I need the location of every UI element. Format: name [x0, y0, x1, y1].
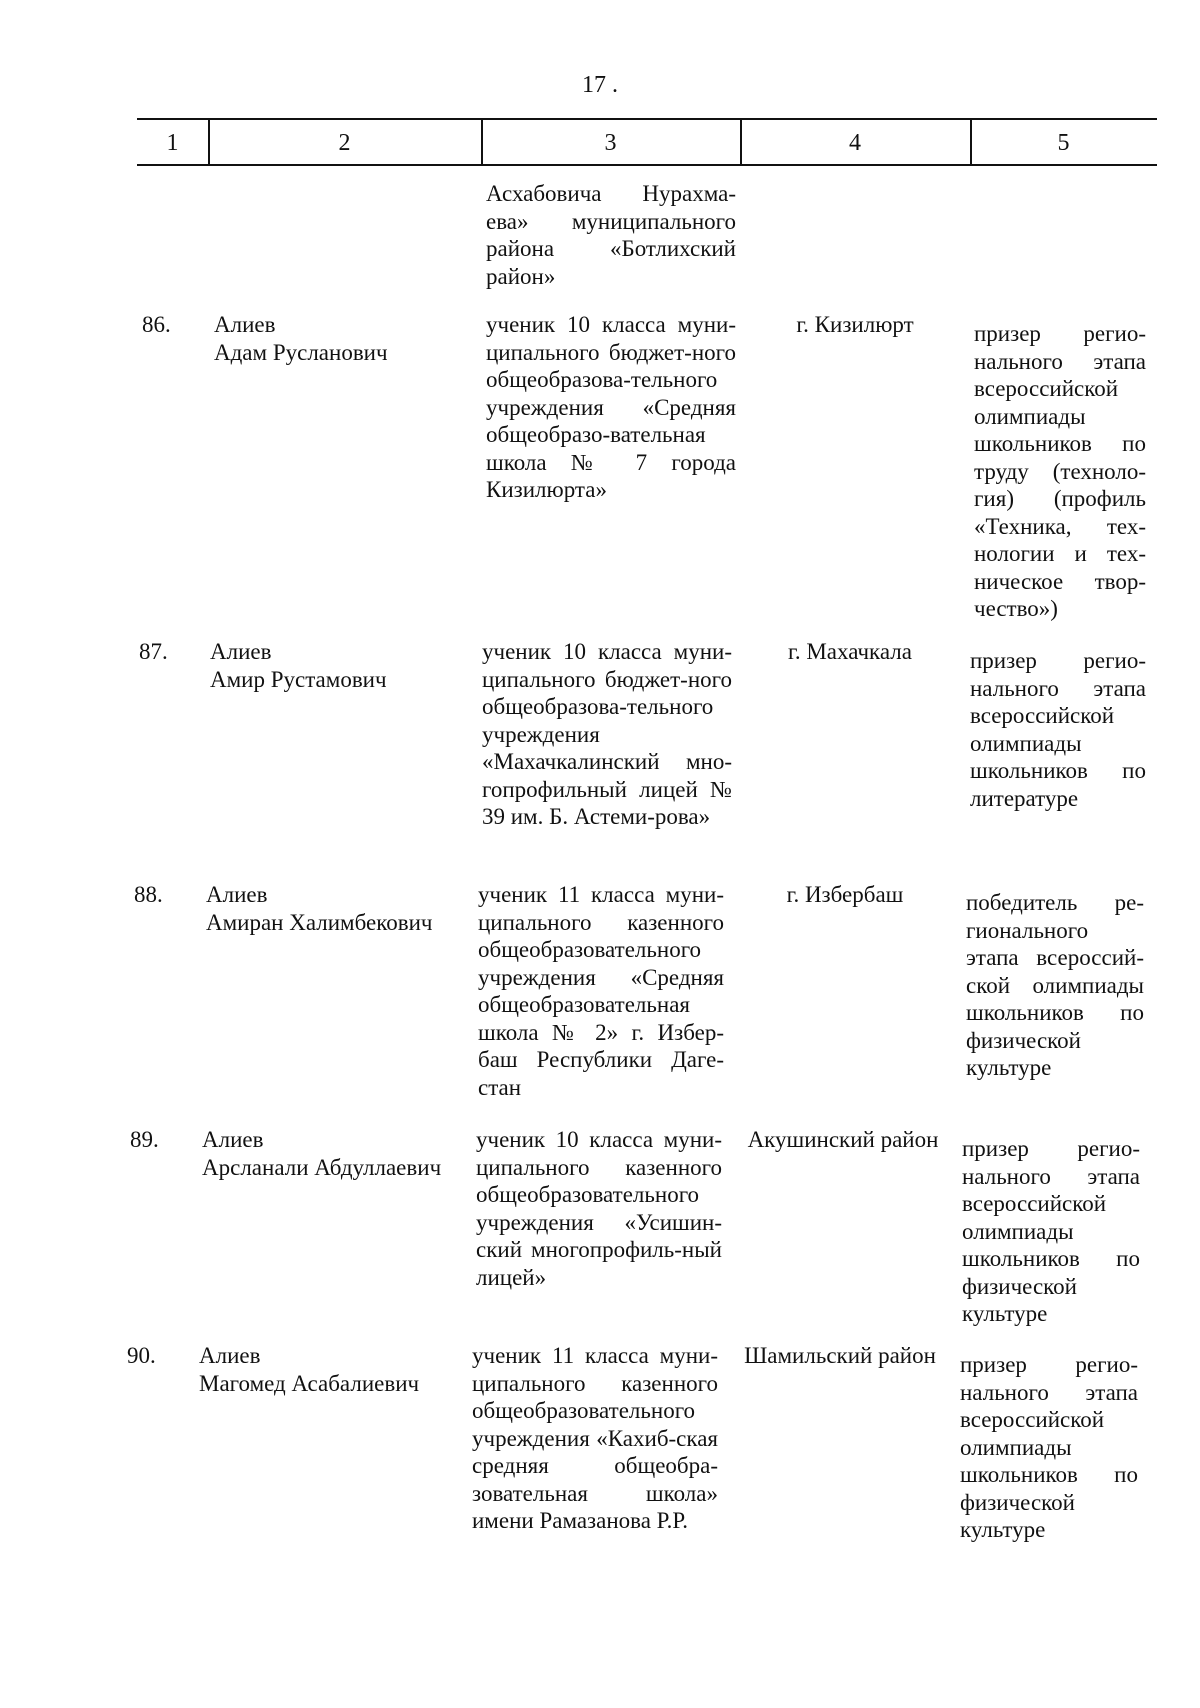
achievement-cell: призер регио-нального этапа всероссийской олимпиады школьников по труду (техноло-гия) (профиль «Техника, тех-нологии и тех-ническое твор-чество») [974, 321, 1146, 621]
page-number: 17 . [582, 72, 618, 98]
achievement-cell: призер регио-нального этапа всероссийской олимпиады школьников по литературе [970, 648, 1146, 811]
header-col-5: 5 [1057, 130, 1070, 156]
institution-cell: ученик 10 класса муни-ципального бюджет-ного общеобразова-тельного учреждения «Махачкалинский мно-гопрофильный лицей № 39 им. Б. Астеми-рова» [482, 639, 732, 829]
institution-cell: ученик 11 класса муни-ципального казенного общеобразовательного учреждения «Средняя общеобразовательная школа № 2» г. Избер-баш Республики Даге-стан [478, 882, 724, 1100]
student-name: Алиев Амир Рустамович [210, 639, 387, 692]
student-name: Алиев Амиран Халимбекович [206, 882, 433, 935]
institution-cell: ученик 10 класса муни-ципального казенного общеобразовательного учреждения «Усишин-ский многопрофиль-ный лицей» [476, 1127, 722, 1290]
table-header [137, 118, 1157, 166]
institution-cell: ученик 10 класса муни-ципального бюджет-ного общеобразова-тельного учреждения «Средняя общеобразо-вательная школа № 7 города Кизилюрта» [486, 312, 736, 502]
header-col-3: 3 [604, 130, 617, 156]
location-cell: г. Махачкала [788, 639, 912, 664]
achievement-cell: призер регио-нального этапа всероссийской олимпиады школьников по физической культуре [960, 1352, 1138, 1542]
row-number: 86. [142, 312, 171, 337]
institution-cell: ученик 11 класса муни-ципального казенного общеобразовательного учреждения «Кахиб-ская средняя общеобра-зовательная школа» имени Рамазанова Р.Р. [472, 1343, 718, 1533]
location-cell: г. Кизилюрт [796, 312, 914, 337]
student-name: Алиев Магомед Асабалиевич [199, 1343, 420, 1396]
achievement-cell: призер регио-нального этапа всероссийской олимпиады школьников по физической культуре [962, 1136, 1140, 1326]
header-col-2: 2 [338, 130, 351, 156]
header-top-rule [137, 118, 1157, 120]
row-number: 87. [139, 639, 168, 664]
student-name: Алиев Арсланали Абдуллаевич [202, 1127, 442, 1180]
header-col-4: 4 [849, 130, 861, 156]
row-number: 88. [134, 882, 163, 907]
location-cell: Шамильский район [744, 1343, 936, 1368]
location-cell: г. Избербаш [786, 882, 904, 907]
row-number: 90. [127, 1343, 156, 1368]
student-name: Алиев Адам Русланович [214, 312, 388, 365]
row-number: 89. [130, 1127, 159, 1152]
institution-cell: Асхабовича Нурахма-ева» муниципального района «Ботлихский район» [486, 181, 736, 289]
achievement-cell: победитель ре-гионального этапа всероссий-ской олимпиады школьников по физической культуре [966, 890, 1144, 1080]
location-cell: Акушинский район [747, 1127, 939, 1152]
header-bottom-rule [137, 164, 1157, 166]
header-col-1: 1 [166, 130, 179, 156]
